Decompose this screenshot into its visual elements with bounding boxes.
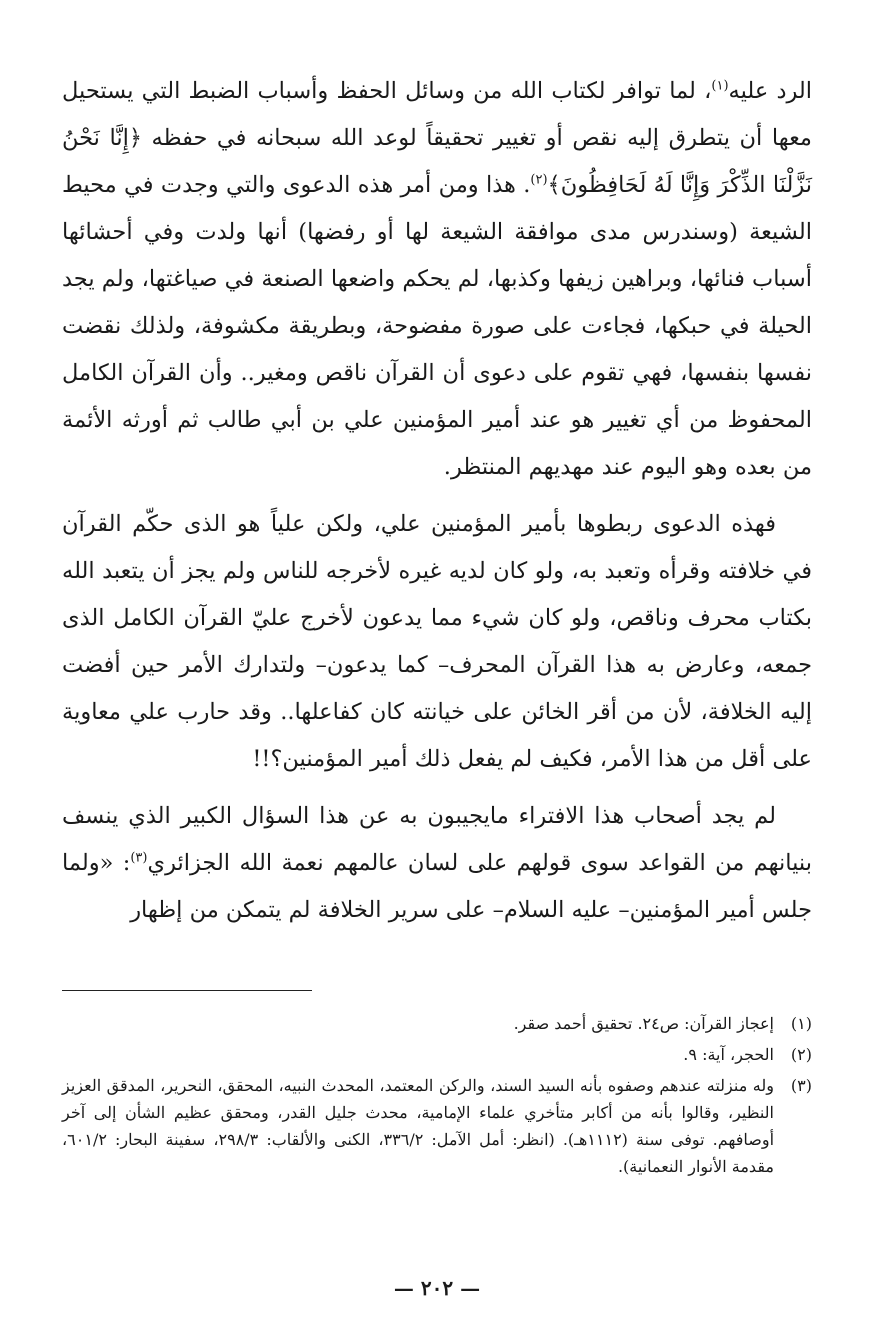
footnote-number: (١)	[790, 1014, 812, 1033]
paragraph-3-text-b: : «ولما جلس أمير المؤمنين– عليه السلام– على سرير الخلافة لم يتمكن من إظهار	[62, 850, 812, 923]
footnote-ref-1[interactable]: (١)	[711, 78, 729, 94]
footnote-2	[62, 1041, 812, 1068]
footnote-text: الحجر، آية: ٩.	[683, 1045, 774, 1064]
paragraph-3	[62, 793, 812, 934]
footnotes	[62, 1010, 812, 1184]
paragraph-1-text-a: الرد عليه	[728, 78, 812, 104]
main-text	[62, 68, 812, 934]
document-page	[62, 68, 812, 1318]
page-number: — ٢٠٢ —	[393, 1276, 481, 1300]
footnote-ref-3[interactable]: (٣)	[130, 850, 148, 866]
footnote-number: (٢)	[790, 1045, 812, 1064]
footnote-1	[62, 1010, 812, 1037]
paragraph-1-text-c: . هذا ومن أمر هذه الدعوى والتي وجدت في محيط الشيعة (وسندرس مدى موافقة الشيعة لها أو رفضها) أنها ولدت وفي أحشائها أسباب فنائها، وبراهين زيفها وكذبها، لم يحكم واضعها الصنعة في صياغتها، ولم يجد الحيلة في حبكها، فجاءت على صورة مفضوحة، وبطريقة مكشوفة، ولذلك نقضت نفسها بنفسها، فهي تقوم على دعوى أن القرآن ناقص ومغير.. وأن القرآن الكامل المحفوظ من أي تغيير هو عند أمير المؤمنين علي بن أبي طالب ثم أورثه الأئمة من بعده وهو اليوم عند مهديهم المنتظر.	[62, 172, 812, 480]
paragraph-1-text-b: ، لما توافر لكتاب الله من وسائل الحفظ وأسباب الضبط التي يستحيل معها أن يتطرق إليه نقص أو تغيير تحقيقاً لوعد الله سبحانه في حفظه ﴿إِنَّا نَحْنُ نَزَّلْنَا الذِّكْرَ وَإِنَّا لَهُ لَحَافِظُونَ﴾	[62, 78, 813, 198]
footnote-3	[62, 1072, 812, 1180]
footnote-ref-2[interactable]: (٢)	[530, 172, 548, 188]
footnote-text: إعجاز القرآن: ص٢٤. تحقيق أحمد صقر.	[513, 1014, 774, 1033]
footnote-text: وله منزلته عندهم وصفوه بأنه السيد السند، والركن المعتمد، المحدث النبيه، المحقق، النحرير، المدقق العزيز النظير، وقالوا بأنه من أكابر متأخري علماء الإمامية، محدث جليل القدر، ومحقق عظيم الشأن إلى آخر أوصافهم. توفى سنة (١١١٢هـ). (انظر: أمل الآمل: ٣٣٦/٢، الكنى والألقاب: ٢٩٨/٣، سفينة البحار: ٦٠١/٢، مقدمة الأنوار النعمانية).	[62, 1076, 775, 1176]
footnote-number: (٣)	[790, 1076, 812, 1095]
paragraph-1	[62, 68, 812, 491]
paragraph-2: فهذه الدعوى ربطوها بأمير المؤمنين علي، ولكن علياً هو الذى حكّم القرآن في خلافته وقرأه وتعبد به، ولو كان لديه غيره لأخرجه للناس ولم يجز أن يتعبد الله بكتاب محرف وناقص، ولو كان شيء مما يدعون لأخرج عليّ القرآن الكامل الذى جمعه، وعارض به هذا القرآن المحرف– كما يدعون– ولتدارك الأمر حين أفضت إليه الخلافة، لأن من أقر الخائن على خيانته كان كفاعلها.. وقد حارب علي معاوية على أقل من هذا الأمر، فكيف لم يفعل ذلك أمير المؤمنين؟!!	[62, 511, 812, 772]
paragraph-3-text-a: لم يجد أصحاب هذا الافتراء مايجيبون به عن هذا السؤال الكبير الذي ينسف بنيانهم من القواعد سوى قولهم على لسان عالمهم نعمة الله الجزائري	[62, 803, 812, 876]
footnote-separator	[62, 990, 312, 991]
